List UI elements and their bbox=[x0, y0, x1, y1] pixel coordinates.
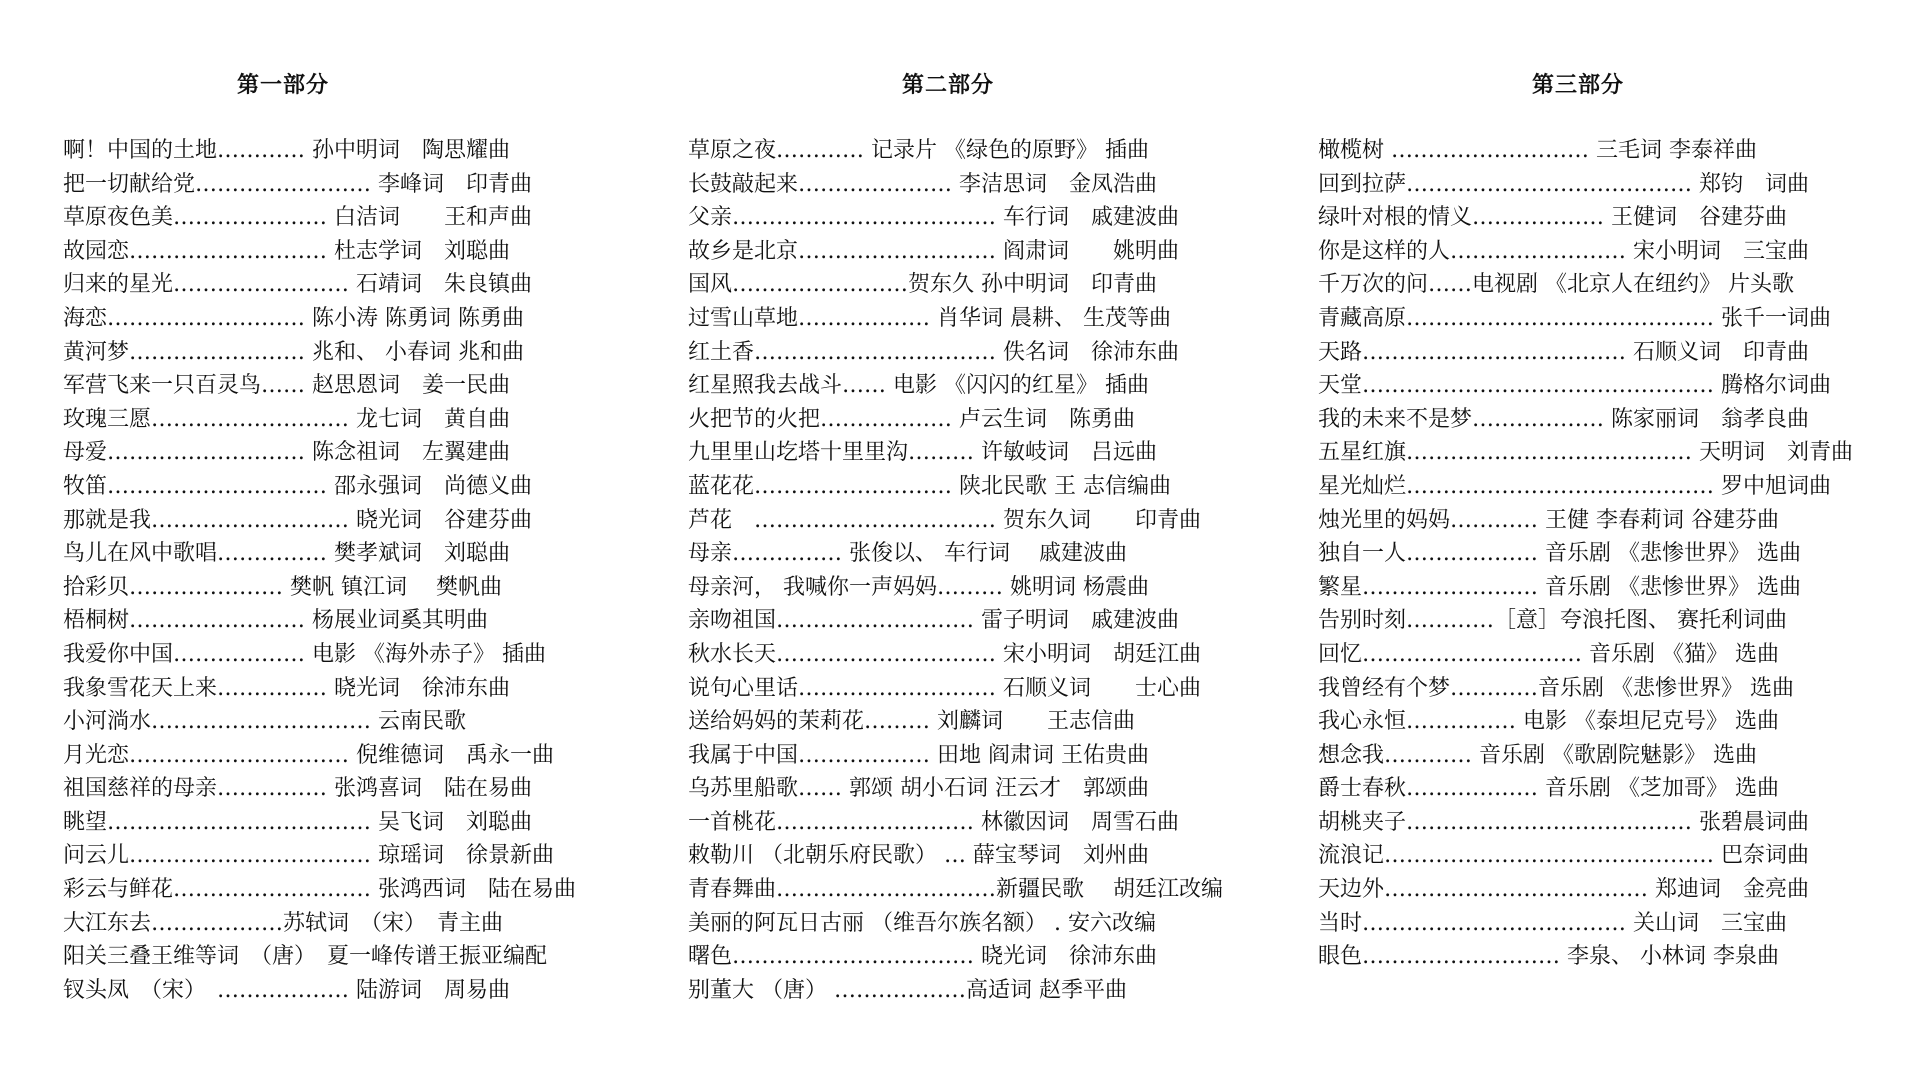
song-entry: 繁星…………………… 音乐剧 《悲惨世界》 选曲 bbox=[1318, 574, 1801, 600]
song-entry: 父亲……………………………… 车行词 戚建波曲 bbox=[688, 205, 1179, 231]
song-entry: 回到拉萨………………………………… 郑钧 词曲 bbox=[1318, 171, 1809, 197]
song-entry: 啊！中国的土地………… 孙中明词 陶思耀曲 bbox=[63, 138, 510, 163]
song-entry: 母亲…………… 张俊以、 车行词 戚建波曲 bbox=[688, 541, 1127, 567]
song-entry: 一首桃花……………………… 林徽因词 周雪石曲 bbox=[688, 809, 1179, 835]
song-entry: 眼色……………………… 李泉、 小林词 李泉曲 bbox=[1318, 944, 1779, 970]
song-entry: 我曾经有个梦…………音乐剧 《悲惨世界》 选曲 bbox=[1318, 675, 1794, 701]
song-entry: 芦花 …………………………… 贺东久词 印青曲 bbox=[688, 507, 1201, 533]
section-heading: 第二部分 bbox=[901, 72, 994, 98]
song-entry: 梧桐树…………………… 杨展业词奚其明曲 bbox=[63, 608, 488, 634]
song-entry: 独自一人……………… 音乐剧 《悲惨世界》 选曲 bbox=[1318, 541, 1801, 567]
song-entry: 青春舞曲…………………………新疆民歌 胡廷江改编 bbox=[688, 877, 1223, 903]
song-entry: 说句心里话……………………… 石顺义词 士心曲 bbox=[688, 675, 1201, 701]
song-list bbox=[688, 134, 1223, 1007]
song-entry: 九里里山圪塔十里里沟……… 许敏岐词 吕远曲 bbox=[688, 440, 1157, 466]
song-entry: 乌苏里船歌…… 郭颂 胡小石词 汪云才 郭颂曲 bbox=[688, 776, 1149, 802]
song-entry: 彩云与鲜花……………………… 张鸿西词 陆在易曲 bbox=[63, 877, 576, 903]
song-entry: 我属于中国……………… 田地 阎肃词 王佑贵曲 bbox=[688, 742, 1149, 768]
song-entry: 草原之夜………… 记录片 《绿色的原野》 插曲 bbox=[688, 138, 1149, 163]
song-entry: 我心永恒…………… 电影 《泰坦尼克号》 选曲 bbox=[1318, 709, 1779, 735]
song-entry: 星光灿烂…………………………………… 罗中旭词曲 bbox=[1318, 473, 1831, 499]
song-entry: 故乡是北京……………………… 阎肃词 姚明曲 bbox=[688, 238, 1179, 264]
song-entry: 把一切献给党…………………… 李峰词 印青曲 bbox=[63, 171, 532, 197]
song-entry: 当时……………………………… 关山词 三宝曲 bbox=[1318, 910, 1787, 936]
song-entry: 美丽的阿瓦日古丽 （维吾尔族名额） . 安六改编 bbox=[688, 910, 1156, 936]
song-entry: 红星照我去战斗…… 电影 《闪闪的红星》 插曲 bbox=[688, 373, 1149, 399]
section-column-1 bbox=[63, 0, 643, 1080]
song-entry: 大江东去………………苏轼词 （宋） 青主曲 bbox=[63, 910, 504, 936]
song-entry: 我爱你中国……………… 电影 《海外赤子》 插曲 bbox=[63, 641, 546, 667]
song-list bbox=[63, 134, 576, 1007]
song-entry: 天堂………………………………………… 腾格尔词曲 bbox=[1318, 373, 1831, 399]
song-entry: 青藏高原…………………………………… 张千一词曲 bbox=[1318, 305, 1831, 331]
song-entry: 阳关三叠王维等词 （唐） 夏一峰传谱王振亚编配 bbox=[63, 944, 548, 970]
song-entry: 眺望……………………………… 吴飞词 刘聪曲 bbox=[63, 809, 532, 835]
section-column-2 bbox=[688, 0, 1268, 1080]
song-entry: 长鼓敲起来………………… 李洁思词 金凤浩曲 bbox=[688, 171, 1157, 197]
song-entry: 归来的星光…………………… 石靖词 朱良镇曲 bbox=[63, 272, 532, 298]
song-entry: 红土香…………………………… 佚名词 徐沛东曲 bbox=[688, 339, 1179, 365]
song-list bbox=[1318, 134, 1853, 974]
song-entry: 绿叶对根的情义……………… 王健词 谷建芬曲 bbox=[1318, 205, 1787, 231]
song-entry: 月光恋………………………… 倪维德词 禹永一曲 bbox=[63, 742, 554, 768]
song-entry: 爵士春秋……………… 音乐剧 《芝加哥》 选曲 bbox=[1318, 776, 1779, 802]
song-entry: 想念我………… 音乐剧 《歌剧院魅影》 选曲 bbox=[1318, 742, 1757, 768]
song-entry: 那就是我……………………… 晓光词 谷建芬曲 bbox=[63, 507, 532, 533]
song-entry: 橄榄树 ……………………… 三毛词 李泰祥曲 bbox=[1318, 138, 1757, 163]
song-entry: 拾彩贝………………… 樊帆 镇江词 樊帆曲 bbox=[63, 574, 502, 600]
song-entry: 过雪山草地……………… 肖华词 晨耕、 生茂等曲 bbox=[688, 305, 1171, 331]
song-entry: 牧笛………………………… 邵永强词 尚德义曲 bbox=[63, 473, 532, 499]
song-entry: 千万次的问……电视剧 《北京人在纽约》 片头歌 bbox=[1318, 272, 1794, 298]
song-entry: 回忆………………………… 音乐剧 《猫》 选曲 bbox=[1318, 641, 1779, 667]
song-entry: 别董大 （唐） ………………高适词 赵季平曲 bbox=[688, 977, 1127, 1003]
song-entry: 我的未来不是梦……………… 陈家丽词 翁孝良曲 bbox=[1318, 406, 1809, 432]
song-entry: 玫瑰三愿……………………… 龙七词 黄自曲 bbox=[63, 406, 510, 432]
song-entry: 军营飞来一只百灵鸟…… 赵思恩词 姜一民曲 bbox=[63, 373, 510, 399]
song-entry: 敕勒川 （北朝乐府民歌） … 薛宝琴词 刘州曲 bbox=[688, 843, 1149, 869]
song-entry: 母爱……………………… 陈念祖词 左翼建曲 bbox=[63, 440, 510, 466]
song-entry: 小河淌水………………………… 云南民歌 bbox=[63, 709, 466, 735]
song-entry: 问云儿…………………………… 琼瑶词 徐景新曲 bbox=[63, 843, 554, 869]
song-entry: 秋水长天………………………… 宋小明词 胡廷江曲 bbox=[688, 641, 1201, 667]
song-entry: 鸟儿在风中歌唱…………… 樊孝斌词 刘聪曲 bbox=[63, 541, 510, 567]
song-entry: 故园恋……………………… 杜志学词 刘聪曲 bbox=[63, 238, 510, 264]
song-entry: 黄河梦…………………… 兆和、 小春词 兆和曲 bbox=[63, 339, 524, 365]
song-entry: 天路……………………………… 石顺义词 印青曲 bbox=[1318, 339, 1809, 365]
section-heading: 第三部分 bbox=[1531, 72, 1624, 98]
song-entry: 五星红旗………………………………… 天明词 刘青曲 bbox=[1318, 440, 1853, 466]
song-entry: 流浪记……………………………………… 巴奈词曲 bbox=[1318, 843, 1809, 869]
section-heading: 第一部分 bbox=[236, 72, 329, 98]
song-entry: 你是这样的人…………………… 宋小明词 三宝曲 bbox=[1318, 238, 1809, 264]
song-entry: 钗头凤 （宋） ……………… 陆游词 周易曲 bbox=[63, 977, 510, 1003]
song-entry: 天边外……………………………… 郑迪词 金亮曲 bbox=[1318, 877, 1809, 903]
song-entry: 草原夜色美………………… 白洁词 王和声曲 bbox=[63, 205, 532, 231]
song-entry: 国风……………………贺东久 孙中明词 印青曲 bbox=[688, 272, 1157, 298]
song-entry: 曙色…………………………… 晓光词 徐沛东曲 bbox=[688, 944, 1157, 970]
song-entry: 送给妈妈的茉莉花……… 刘麟词 王志信曲 bbox=[688, 709, 1135, 735]
song-entry: 蓝花花……………………… 陕北民歌 王 志信编曲 bbox=[688, 473, 1171, 499]
song-entry: 烛光里的妈妈………… 王健 李春莉词 谷建芬曲 bbox=[1318, 507, 1779, 533]
song-entry: 亲吻祖国……………………… 雷子明词 戚建波曲 bbox=[688, 608, 1179, 634]
song-entry: 我象雪花天上来…………… 晓光词 徐沛东曲 bbox=[63, 675, 510, 701]
song-entry: 祖国慈祥的母亲…………… 张鸿喜词 陆在易曲 bbox=[63, 776, 532, 802]
song-entry: 海恋……………………… 陈小涛 陈勇词 陈勇曲 bbox=[63, 305, 524, 331]
song-entry: 火把节的火把……………… 卢云生词 陈勇曲 bbox=[688, 406, 1135, 432]
song-entry: 母亲河， 我喊你一声妈妈……… 姚明词 杨震曲 bbox=[688, 574, 1149, 600]
song-entry: 告别时刻…………［意］夸浪托图、 赛托利词曲 bbox=[1318, 608, 1787, 634]
song-entry: 胡桃夹子………………………………… 张碧晨词曲 bbox=[1318, 809, 1809, 835]
section-column-3 bbox=[1318, 0, 1898, 1080]
